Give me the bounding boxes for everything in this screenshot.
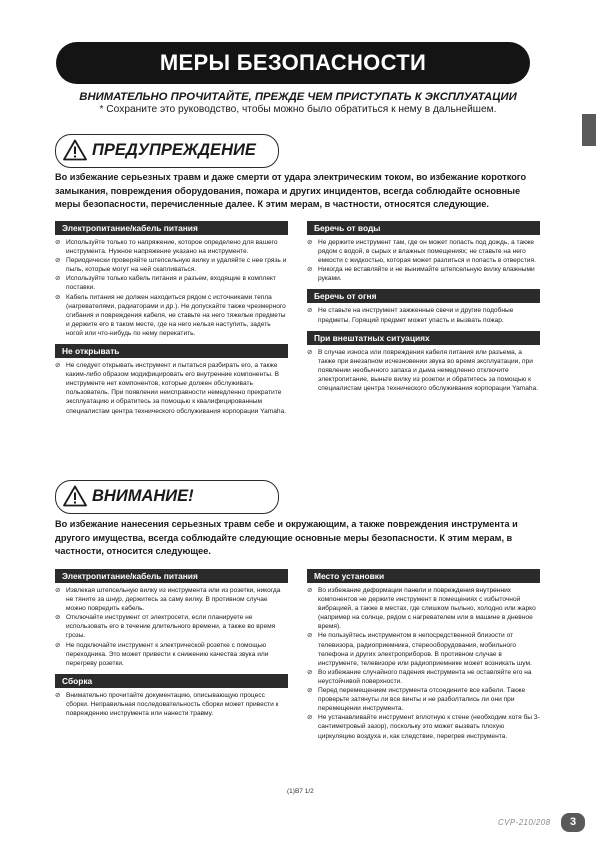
precaution-list: [307, 306, 540, 324]
precaution-item: ⊘ Во избежание случайного падения инструмента не оставляйте его на неустойчивой поверхности.: [307, 668, 540, 686]
precaution-list: [307, 348, 540, 393]
caution-section-header: [55, 480, 279, 514]
precaution-group: [55, 221, 288, 338]
precaution-item: ⊘ Не пользуйтесь инструментом в непосредственной близости от телевизора, радиоприемника, стереооборудования, мобильного телефона и других электроприборов. В противном случае в инструменте, телевизоре или радиоприемнике может возникать шум.: [307, 631, 540, 667]
precaution-category-heading: Сборка: [55, 674, 288, 688]
precaution-item: ⊘ Не ставьте на инструмент зажженные свечи и другие подобные предметы. Горящий предмет может упасть и вызвать пожар.: [307, 306, 540, 324]
warning-intro: Во избежание серьезных травм и даже смерти от удара электрическим током, во избежание короткого замыкания, повреждения оборудования, пожара и других инцидентов, всегда соблюдайте основные меры безопасности, перечисленные далее. К этим мерам, в частности, относятся следующие.: [55, 172, 527, 210]
precaution-item: ⊘ В случае износа или повреждения кабеля питания или разъема, а также при внезапном исчезновении звука во время эксплуатации, при появлении необычного запаха и дыма немедленно отключите электропитание, выньте вилку из розетки и обратитесь за помощью к специалистам центра технического обслуживания корпорации Yamaha.: [307, 348, 540, 393]
precaution-item: ⊘ Периодически проверяйте штепсельную вилку и удаляйте с нее грязь и пыль, которые могут на ней скапливаться.: [55, 256, 288, 274]
precaution-category-heading: Электропитание/кабель питания: [55, 221, 288, 235]
caution-intro: Во избежание нанесения серьезных травм себе и окружающим, а также повреждения инструмента и другого имущества, всегда соблюдайте следующие основные меры безопасности. К этим мерам, в частности, относится следующее.: [55, 519, 518, 557]
precaution-item: ⊘ Извлекая штепсельную вилку из инструмента или из розетки, никогда не тяните за шнур, держитесь за саму вилку. В противном случае можно повредить кабель.: [55, 586, 288, 613]
precaution-item: ⊘ Никогда не вставляйте и не вынимайте штепсельную вилку влажными руками.: [307, 265, 540, 283]
warning-triangle-icon: [63, 139, 87, 161]
precaution-item: ⊘ Используйте только то напряжение, которое определено для вашего инструмента. Нужное напряжение указано на инструменте.: [55, 238, 288, 256]
precaution-item: ⊘ Внимательно прочитайте документацию, описывающую процесс сборки. Неправильная последовательность сборки может привести к повреждению инструмента или нанести травму.: [55, 691, 288, 718]
precaution-item: ⊘ Не устанавливайте инструмент вплотную к стене (необходим хотя бы 3-сантиметровый зазор), поскольку это может вызвать плохую циркуляцию воздуха и, как следствие, перегрев инструмента.: [307, 713, 540, 740]
warning-left-column: [55, 221, 288, 422]
keep-manual-note: * Сохраните это руководство, чтобы можно было обратиться к нему в дальнейшем.: [99, 104, 497, 115]
caution-left-column: [55, 569, 288, 724]
precaution-group: [307, 221, 540, 283]
precaution-category-heading: Электропитание/кабель питания: [55, 569, 288, 583]
page-title: МЕРЫ БЕЗОПАСНОСТИ: [56, 42, 530, 84]
precaution-group: [55, 569, 288, 668]
caution-title: ВНИМАНИЕ!: [92, 487, 194, 505]
precaution-list: [55, 238, 288, 338]
precaution-list: [55, 691, 288, 718]
precaution-item: ⊘ Используйте только кабель питания и разъем, входящие в комплект поставки.: [55, 274, 288, 292]
precaution-category-heading: Беречь от воды: [307, 221, 540, 235]
precaution-item: ⊘ Не держите инструмент там, где он может попасть под дождь, а также рядом с водой, в сырых и влажных помещениях; не ставьте на него емкости с жидкостью, которая может разлиться и попасть в отверстия.: [307, 238, 540, 265]
precaution-item: ⊘ Не следует открывать инструмент и пытаться разбирать его, а также каким-либо образом модифицировать его внутренние компоненты. В инструменте нет компонентов, которые должен обслуживать пользователь. При появлении неисправности немедленно прекратите эксплуатацию и обратитесь за помощью к квалифицированным специалистам центра технического обслуживания корпорации Yamaha.: [55, 361, 288, 416]
precaution-category-heading: Место установки: [307, 569, 540, 583]
precaution-group: [307, 569, 540, 741]
precaution-group: [307, 289, 540, 324]
precaution-category-heading: При внештатных ситуациях: [307, 331, 540, 345]
precaution-group: [55, 674, 288, 718]
document-code: (1)B7 1/2: [287, 788, 314, 795]
precaution-group: [55, 344, 288, 416]
warning-section-header: [55, 134, 279, 168]
warning-title: ПРЕДУПРЕЖДЕНИЕ: [92, 141, 256, 159]
precaution-list: [307, 586, 540, 741]
precaution-item: ⊘ Отключайте инструмент от электросети, если планируете не использовать его в течение длительного времени, а также во время грозы.: [55, 613, 288, 640]
caution-triangle-icon: [63, 485, 87, 507]
precaution-list: [307, 238, 540, 283]
precaution-item: ⊘ Во избежание деформации панели и повреждения внутренних компонентов не держите инструмент в помещениях с избыточной вибрацией, а также в местах, где слишком пыльно, холодно или жарко (например на солнце, рядом с нагревателем или в машине в дневное время).: [307, 586, 540, 631]
precaution-list: [55, 361, 288, 416]
precaution-category-heading: Не открывать: [55, 344, 288, 358]
warning-right-column: [307, 221, 540, 399]
page-number: 3: [561, 813, 585, 832]
model-name: CVP-210/208: [498, 818, 551, 827]
precaution-item: ⊘ Перед перемещением инструмента отсоедините все кабели. Также проверьте затянуты ли все винты и не разболтались ли они при перемещении инструмента.: [307, 686, 540, 713]
precaution-group: [307, 331, 540, 393]
read-before-use-notice: ВНИМАТЕЛЬНО ПРОЧИТАЙТЕ, ПРЕЖДЕ ЧЕМ ПРИСТУПАТЬ К ЭКСПЛУАТАЦИИ: [79, 91, 517, 103]
precaution-category-heading: Беречь от огня: [307, 289, 540, 303]
caution-right-column: [307, 569, 540, 747]
precaution-list: [55, 586, 288, 668]
precaution-item: ⊘ Не подключайте инструмент к электрической розетке с помощью переходника. Это может привести к снижению качества звука или перегреву розетки.: [55, 641, 288, 668]
section-thumb-tab: [582, 114, 596, 146]
precaution-item: ⊘ Кабель питания не должен находиться рядом с источниками тепла (нагревателями, радиаторами и др.). Не допускайте также чрезмерного сгибания и повреждения кабеля, не ставьте на него тяжелые предметы и держите его в таком месте, где на него нельзя наступить, задеть ногой или что-нибудь по нему перекатить.: [55, 293, 288, 338]
